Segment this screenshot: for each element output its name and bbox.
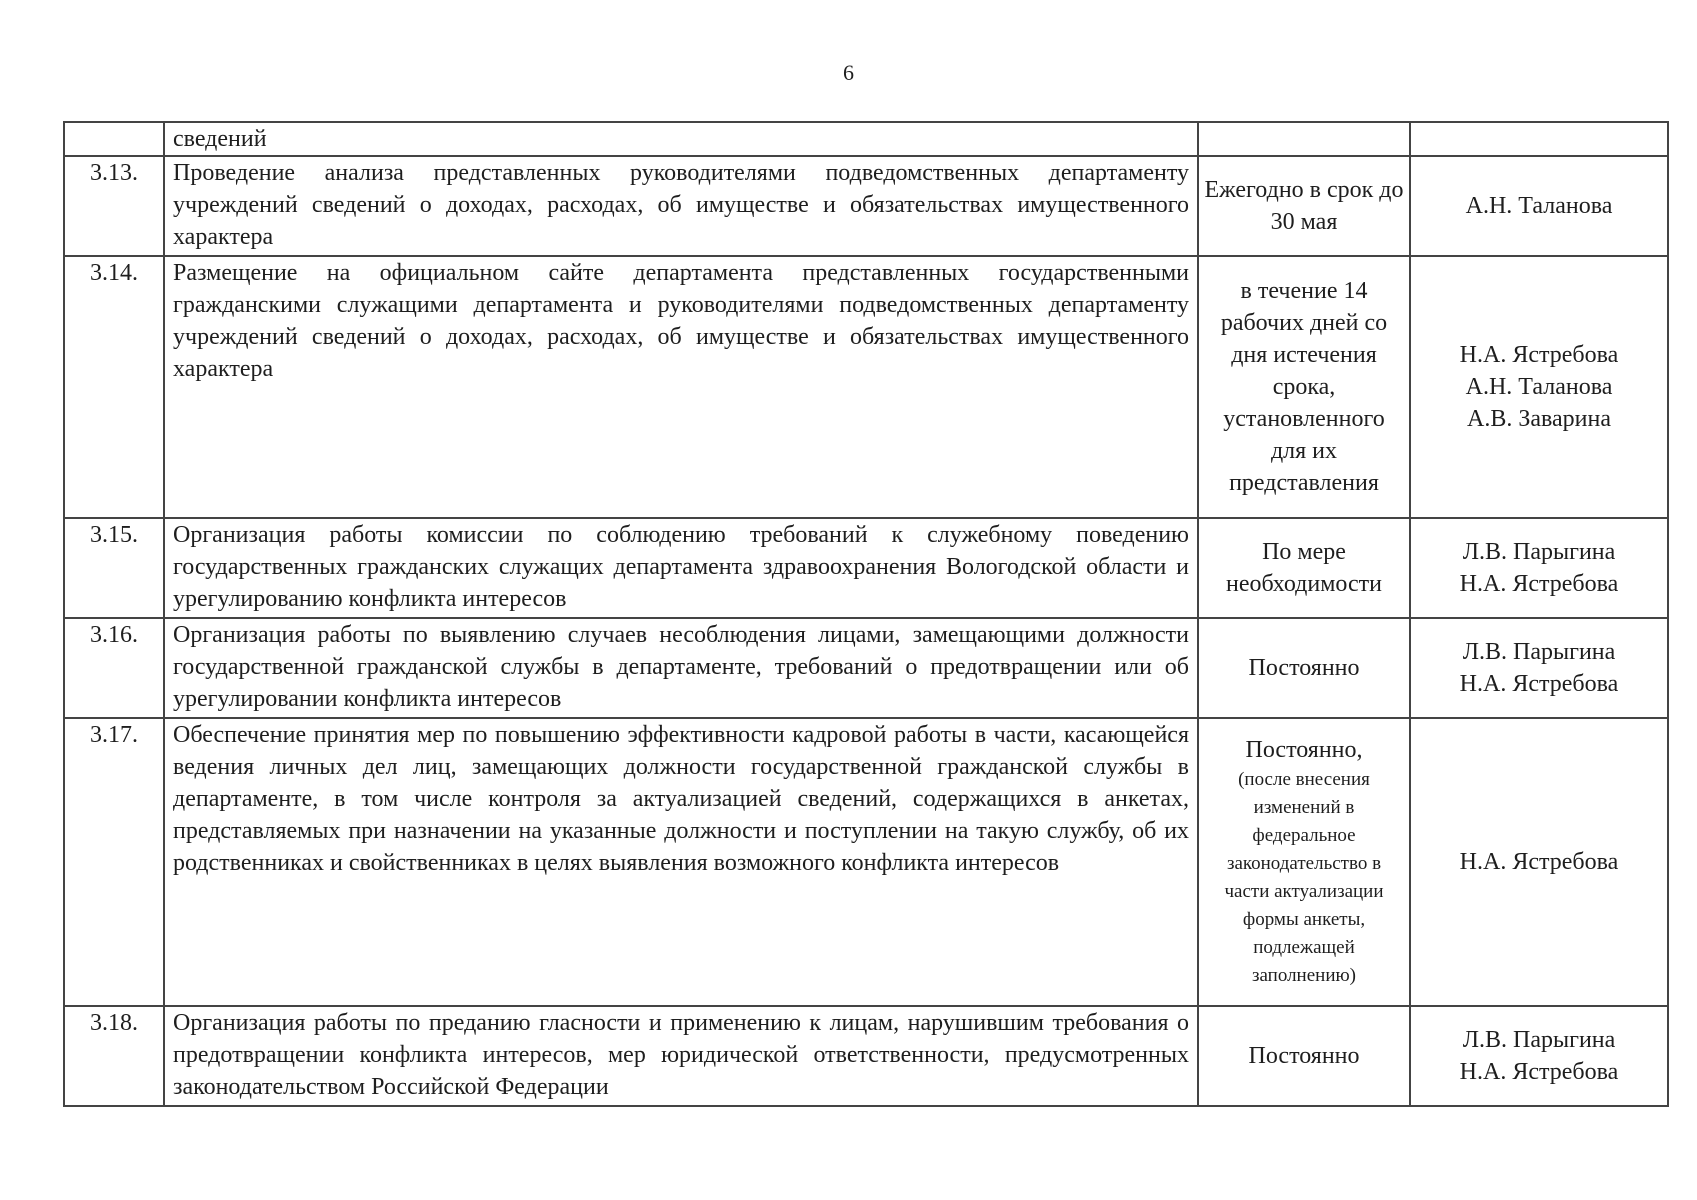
item-number: 3.17. bbox=[64, 718, 164, 1006]
item-action: Организация работы по преданию гласности и применению к лицам, нарушившим требования о предотвращении конфликта интересов, мер юридической ответственности, предусмотренных законодательством Российской Федерации bbox=[164, 1006, 1198, 1106]
table-row bbox=[64, 718, 1668, 1006]
item-action: Размещение на официальном сайте департамента представленных государственными гражданскими служащими департамента и руководителями подведомственных департаменту учреждений сведений о доходах, расходах, об имуществе и обязательствах имущественного характера bbox=[164, 256, 1198, 518]
responsible-person: Н.А. Ястребова bbox=[1459, 571, 1619, 597]
item-responsible bbox=[1410, 618, 1668, 718]
item-responsible bbox=[1410, 518, 1668, 618]
item-action: Организация работы по выявлению случаев несоблюдения лицами, замещающими должности государственной гражданской службы в департаменте, требований о предотвращении или об урегулировании конфликта интересов bbox=[164, 618, 1198, 718]
item-deadline bbox=[1198, 618, 1410, 718]
item-number bbox=[64, 122, 164, 156]
table-row bbox=[64, 156, 1668, 256]
item-responsible bbox=[1410, 122, 1668, 156]
item-deadline bbox=[1198, 718, 1410, 1006]
item-number: 3.16. bbox=[64, 618, 164, 718]
table-row bbox=[64, 256, 1668, 518]
item-responsible bbox=[1410, 256, 1668, 518]
item-responsible bbox=[1410, 1006, 1668, 1106]
page-number: 6 bbox=[843, 60, 854, 85]
item-number: 3.14. bbox=[64, 256, 164, 518]
deadline-text: По мере необходимости bbox=[1225, 539, 1382, 597]
item-action: Проведение анализа представленных руководителями подведомственных департаменту учреждений сведений о доходах, расходах, об имуществе и обязательствах имущественного характера bbox=[164, 156, 1198, 256]
item-responsible bbox=[1410, 718, 1668, 1006]
responsible-person: А.Н. Таланова bbox=[1465, 374, 1613, 400]
responsible-person: Н.А. Ястребова bbox=[1459, 1059, 1619, 1085]
measures-table bbox=[63, 121, 1669, 1107]
responsible-person: Н.А. Ястребова bbox=[1459, 849, 1619, 875]
item-deadline bbox=[1198, 122, 1410, 156]
item-deadline bbox=[1198, 256, 1410, 518]
item-deadline bbox=[1198, 156, 1410, 256]
responsible-person: Н.А. Ястребова bbox=[1459, 671, 1619, 697]
deadline-text: Ежегодно в срок до 30 мая bbox=[1204, 177, 1404, 235]
item-deadline bbox=[1198, 1006, 1410, 1106]
deadline-text: Постоянно bbox=[1248, 655, 1360, 681]
responsible-person: Л.В. Парыгина bbox=[1462, 539, 1616, 565]
item-action: Обеспечение принятия мер по повышению эффективности кадровой работы в части, касающейся ведения личных дел лиц, замещающих должности государственной гражданской службы в департаменте, в том числе контроля за актуализацией сведений, содержащихся в анкетах, представляемых при назначении на указанные должности и поступлении на такую службу, об их родственниках и свойственниках в целях выявления возможного конфликта интересов bbox=[164, 718, 1198, 1006]
measures-table-body bbox=[64, 122, 1668, 1106]
deadline-text: в течение 14 рабочих дней со дня истечения срока, установленного для их представления bbox=[1220, 278, 1388, 496]
item-deadline bbox=[1198, 518, 1410, 618]
table-row bbox=[64, 618, 1668, 718]
responsible-person: Н.А. Ястребова bbox=[1459, 342, 1619, 368]
responsible-person: Л.В. Парыгина bbox=[1462, 639, 1616, 665]
table-row bbox=[64, 122, 1668, 156]
deadline-text: Постоянно, bbox=[1245, 737, 1363, 763]
item-responsible bbox=[1410, 156, 1668, 256]
deadline-note: (после внесения изменений в федеральное законодательство в части актуализации формы анкеты, подлежащей заполнению) bbox=[1224, 769, 1384, 986]
item-number: 3.15. bbox=[64, 518, 164, 618]
item-action: сведений bbox=[164, 122, 1198, 156]
responsible-person: А.В. Заварина bbox=[1466, 406, 1612, 432]
deadline-text: Постоянно bbox=[1248, 1043, 1360, 1069]
responsible-person: А.Н. Таланова bbox=[1465, 193, 1613, 219]
item-number: 3.18. bbox=[64, 1006, 164, 1106]
table-row bbox=[64, 518, 1668, 618]
responsible-person: Л.В. Парыгина bbox=[1462, 1027, 1616, 1053]
item-number: 3.13. bbox=[64, 156, 164, 256]
item-action: Организация работы комиссии по соблюдению требований к служебному поведению государственных гражданских служащих департамента здравоохранения Вологодской области и урегулированию конфликта интересов bbox=[164, 518, 1198, 618]
table-row bbox=[64, 1006, 1668, 1106]
